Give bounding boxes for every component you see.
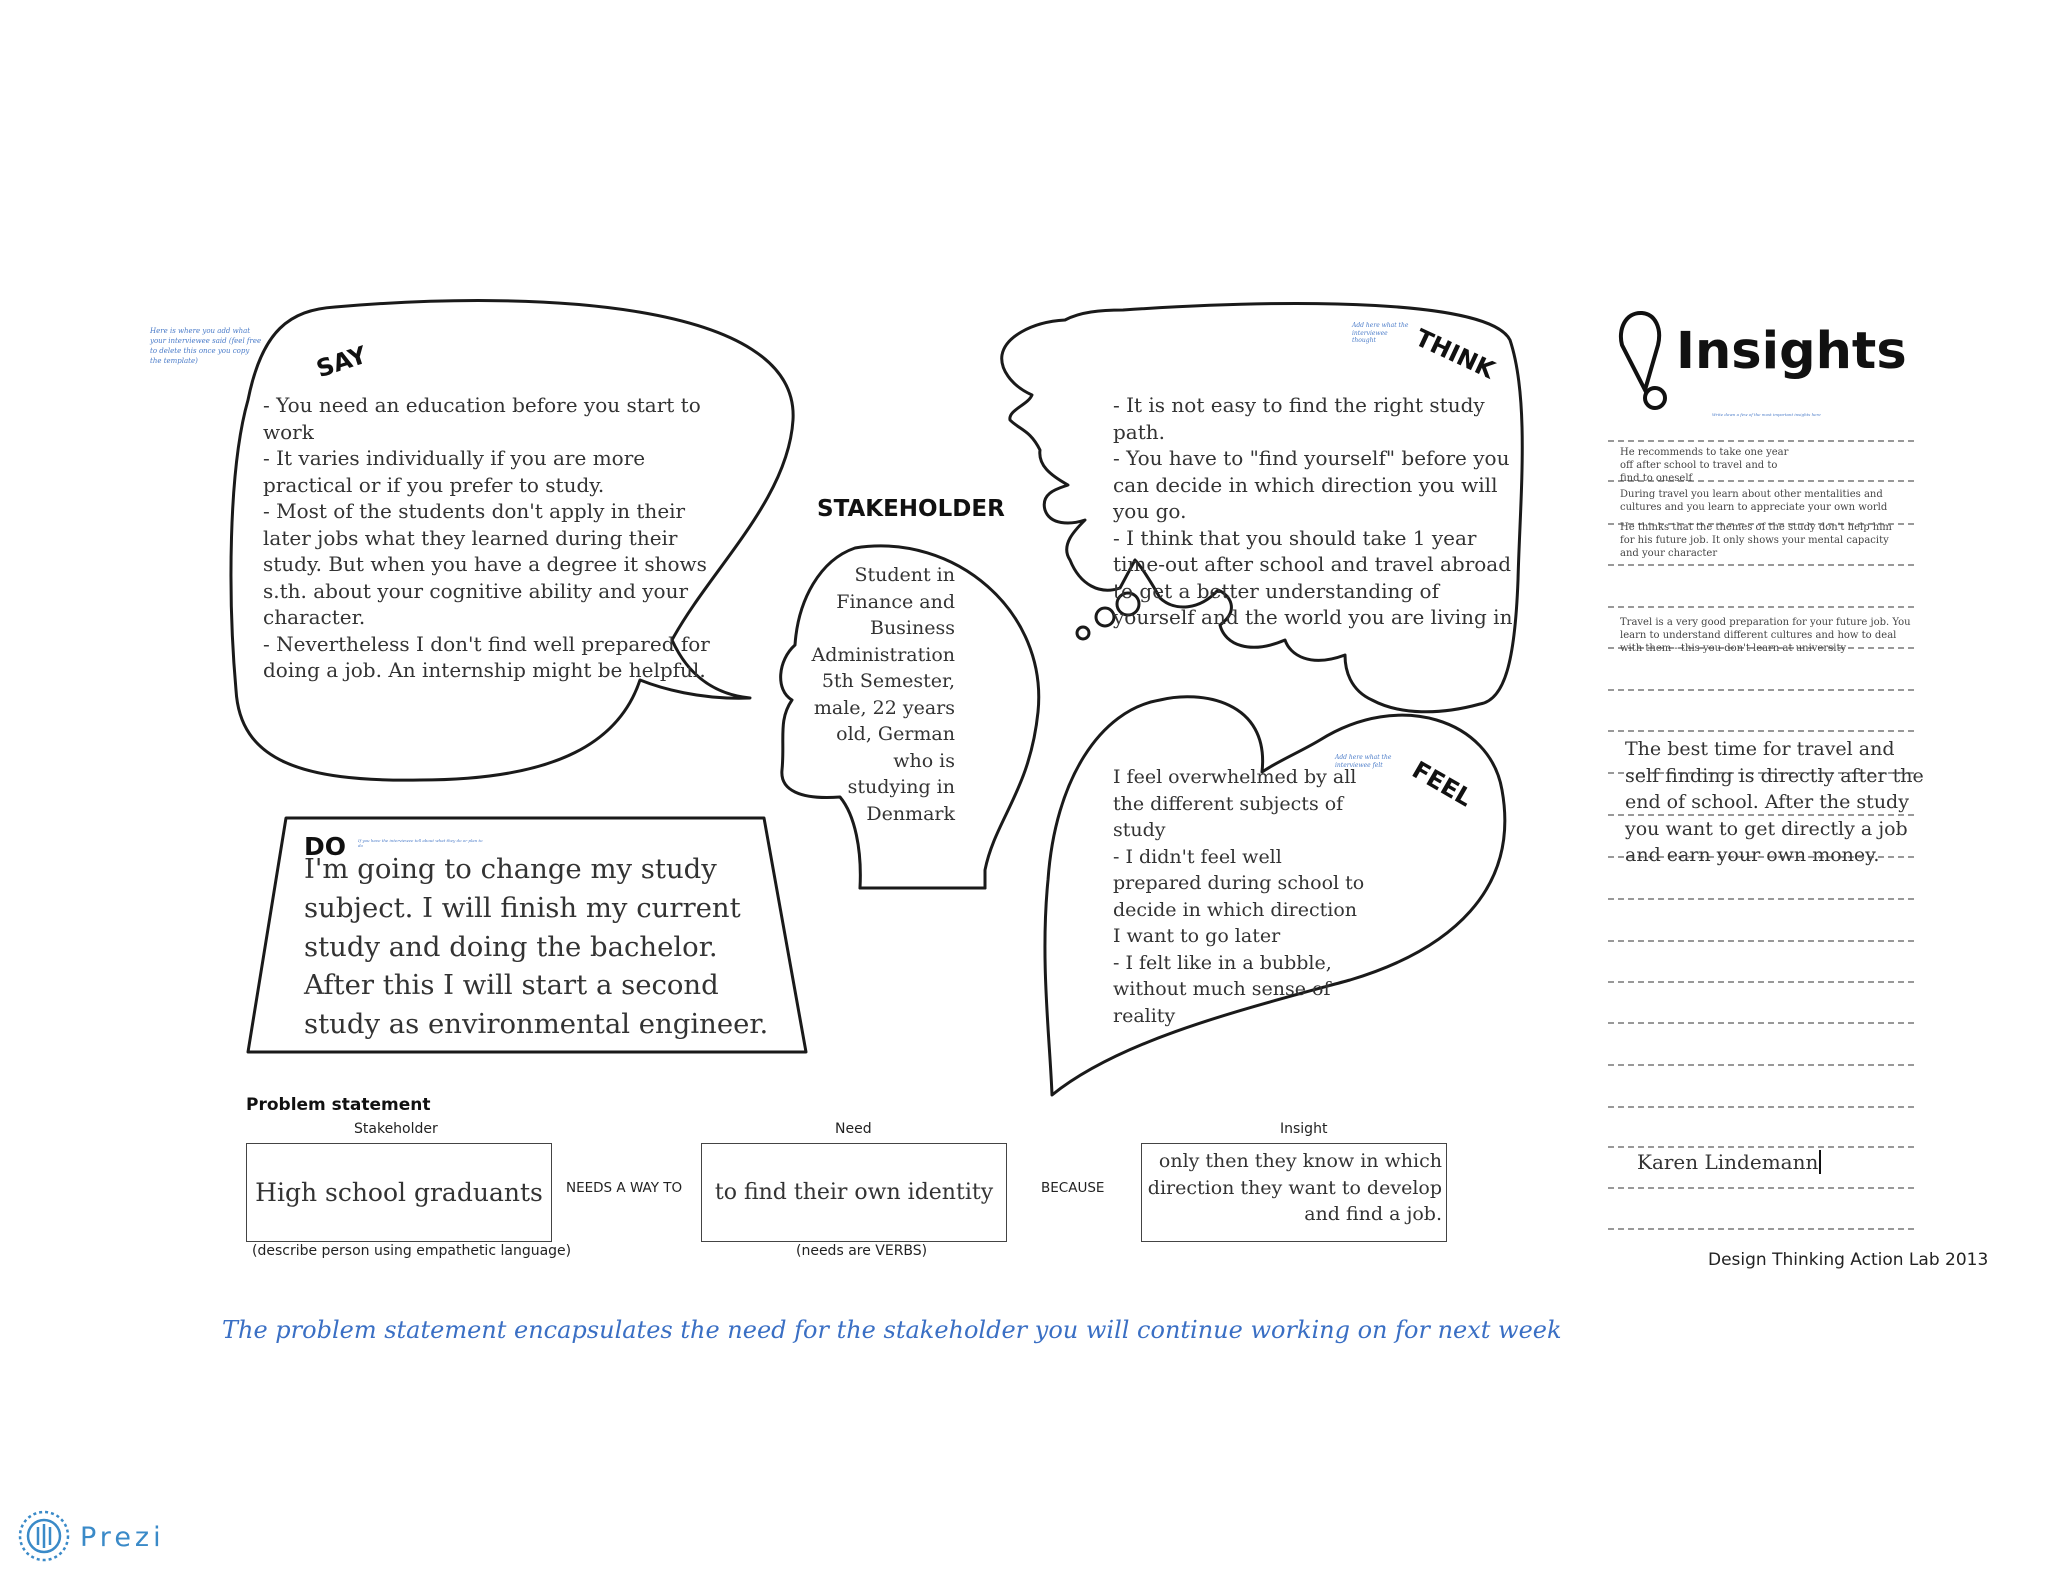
insight-divider: [1608, 981, 1914, 983]
insight-divider: [1608, 1187, 1914, 1189]
think-text: [1113, 392, 1523, 631]
insight-divider: [1608, 940, 1914, 942]
feel-line: I feel overwhelmed by all the different subjects of study: [1113, 766, 1357, 841]
say-line: - Most of the students don't apply in their later jobs what they learned during their study. But when you have a degree it shows s.th. about your cognitive ability and your character.: [263, 499, 707, 629]
insight-divider: [1608, 1106, 1914, 1108]
connector-because: BECAUSE: [1041, 1180, 1105, 1196]
insight-divider: [1608, 1146, 1914, 1148]
feel-line: - I felt like in a bubble, without much sense of reality: [1113, 951, 1332, 1027]
feel-hint: Add here what the interviewee felt: [1335, 754, 1392, 769]
stakeholder-field[interactable]: [246, 1143, 552, 1242]
stakeholder-sub: (describe person using empathetic language): [252, 1243, 572, 1259]
say-text: [263, 392, 713, 684]
say-heading: SAY: [312, 340, 371, 384]
feel-text: [1113, 764, 1368, 1029]
caption: The problem statement encapsulates the need for the stakeholder you will continue working on for next week: [222, 1316, 1562, 1344]
prezi-wordmark[interactable]: Prezi: [80, 1522, 165, 1553]
say-line: - It varies individually if you are more practical or if you prefer to study.: [263, 446, 646, 497]
insight-divider: [1608, 689, 1914, 691]
insight-note: During travel you learn about other mentalities and cultures and you learn to appreciate your own world: [1620, 489, 1888, 513]
think-heading: THINK: [1411, 323, 1500, 385]
feel-heading: FEEL: [1407, 755, 1478, 813]
insight-divider: [1608, 730, 1914, 732]
need-field[interactable]: [701, 1143, 1007, 1242]
think-line: - It is not easy to find the right study path.: [1113, 393, 1485, 444]
prezi-logo-icon: [20, 1512, 68, 1560]
say-line: - Nevertheless I don't find well prepared for doing a job. An internship might be helpful.: [263, 631, 710, 682]
think-dot-small: [1077, 627, 1089, 639]
need-value: to find their own identity: [714, 1180, 994, 1205]
think-line: - I think that you should take 1 year time-out after school and travel abroad to get a better understanding of yourself and the world you are living in: [1113, 525, 1513, 629]
exclamation-icon: [1621, 313, 1665, 408]
insight-value: only then they know in which direction they want to develop and find a job.: [1147, 1150, 1442, 1225]
insights-hint: Write down a few of the most important insights here: [1712, 412, 1821, 417]
insight-divider: [1608, 898, 1914, 900]
insights-title: Insights: [1676, 322, 1907, 381]
insight-field[interactable]: [1141, 1143, 1447, 1242]
stakeholder-heading: STAKEHOLDER: [817, 496, 1005, 522]
insight-divider: [1608, 1228, 1914, 1230]
insight-note: He recommends to take one year off after school to travel and to find to oneself: [1620, 447, 1789, 484]
need-sub: (needs are VERBS): [796, 1243, 928, 1259]
insight-label: Insight: [1280, 1121, 1328, 1137]
insight-note: He thinks that the themes of the study don't help him for his future job. It only shows your mental capacity and your character: [1620, 522, 1892, 559]
insight-divider: [1608, 440, 1914, 442]
insight-main: The best time for travel and self finding is directly after the end of school. After the study you want to get directly a job and earn your own money.: [1625, 738, 1924, 866]
insight-divider: [1608, 606, 1914, 608]
say-hint: Here is where you add what your interviewee said (feel free to delete this once you copy the template): [150, 327, 262, 365]
do-text: I'm going to change my study subject. I will finish my current study and doing the bachelor. After this I will start a second study as environmental engineer.: [304, 853, 769, 1041]
insight-divider: [1608, 1064, 1914, 1066]
think-dot-medium: [1096, 608, 1114, 626]
connector-needs: NEEDS A WAY TO: [566, 1180, 683, 1196]
do-heading: DO: [304, 832, 347, 861]
insight-divider: [1608, 1022, 1914, 1024]
do-hint: If you have the interviewee tell about what they do or plan to do: [358, 838, 483, 848]
problem-heading: Problem statement: [246, 1095, 431, 1115]
think-hint: Add here what the interviewee thought: [1352, 322, 1409, 344]
stakeholder-label: Stakeholder: [354, 1121, 438, 1137]
author-name[interactable]: Karen Lindemann: [1637, 1150, 1821, 1174]
stakeholder-text: Student in Finance and Business Administration 5th Semester, male, 22 years old, German who is studying in Denmark: [811, 564, 955, 825]
need-label: Need: [835, 1121, 872, 1137]
footer-credit: Design Thinking Action Lab 2013: [1708, 1250, 1989, 1270]
say-line: - You need an education before you start to work: [263, 393, 701, 444]
insight-note: Travel is a very good preparation for your future job. You learn to understand different cultures and how to deal with them - this you don't learn at university: [1620, 617, 1911, 654]
think-line: - You have to "find yourself" before you can decide in which direction you will you go.: [1113, 446, 1510, 523]
stakeholder-value: High school graduants: [255, 1178, 543, 1207]
insight-divider: [1608, 564, 1914, 566]
feel-line: - I didn't feel well prepared during school to decide in which direction I want to go later: [1113, 845, 1365, 947]
